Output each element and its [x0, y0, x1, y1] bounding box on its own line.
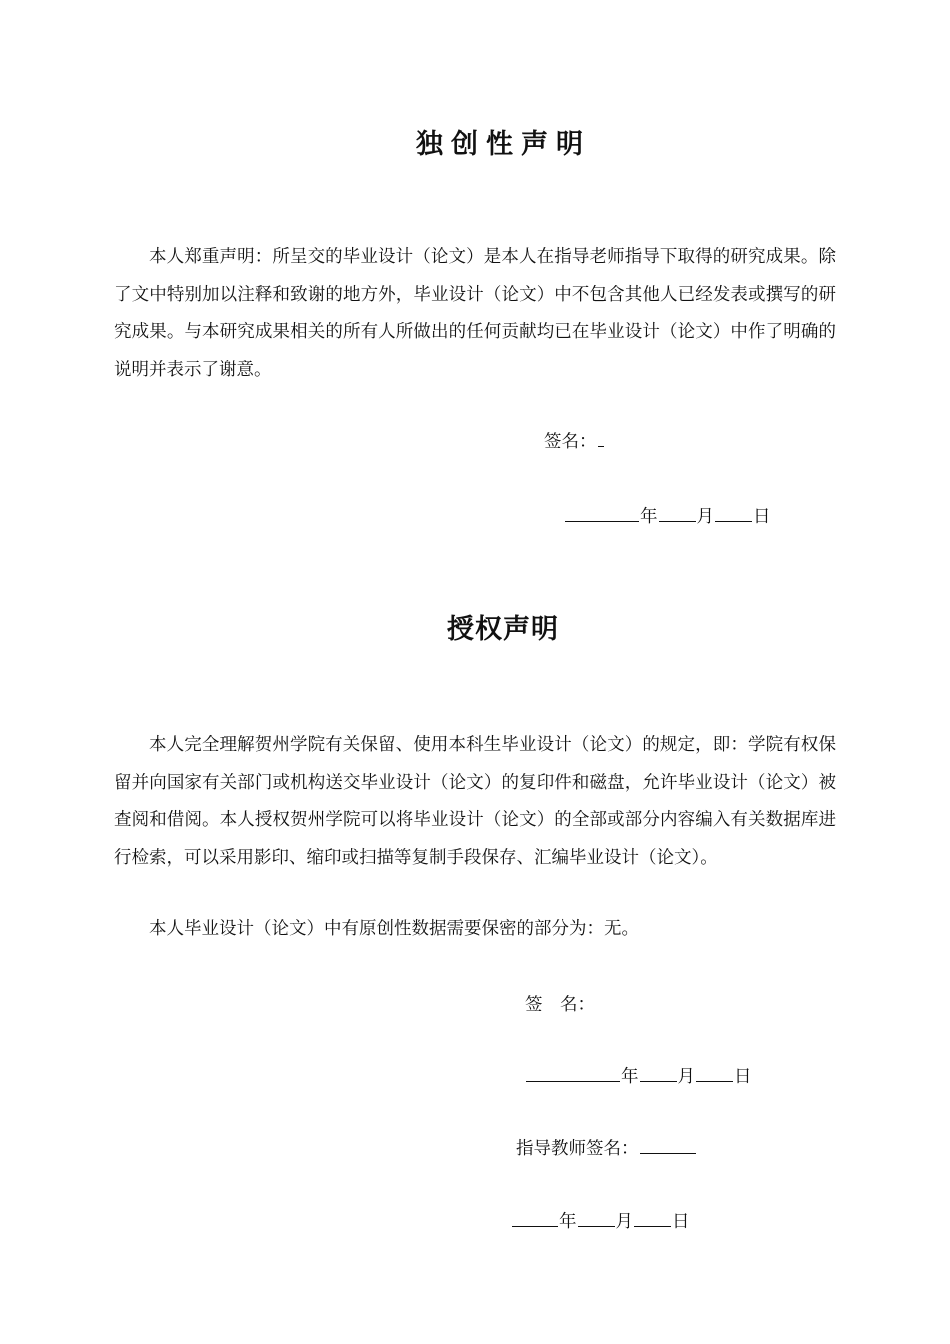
section1-signature [544, 428, 605, 453]
section2-paragraph-2: 本人毕业设计（论文）中有原创性数据需要保密的部分为：无。 [149, 919, 639, 939]
year-label: 年 [559, 1212, 577, 1232]
section1-paragraph: 本人郑重声明：所呈交的毕业设计（论文）是本人在指导老师指导下取得的研究成果。除了文中特别加以注释和致谢的地方外，毕业设计（论文）中不包含其他人已经发表或撰写的研究成果。与本研究成果相关的所有人所做出的任何贡献均已在毕业设计（论文）中作了明确的说明并表示了谢意。 [114, 247, 836, 380]
month-blank [640, 1064, 677, 1082]
section2-paragraph-1: 本人完全理解贺州学院有关保留、使用本科生毕业设计（论文）的规定，即：学院有权保留并向国家有关部门或机构送交毕业设计（论文）的复印件和磁盘，允许毕业设计（论文）被查阅和借阅。本人授权贺州学院可以将毕业设计（论文）的全部或部分内容编入有关数据库进行检索，可以采用影印、缩印或扫描等复制手段保存、汇编毕业设计（论文）。 [114, 735, 836, 868]
advisor-signature [516, 1135, 697, 1160]
month-blank [578, 1209, 615, 1227]
month-blank [659, 504, 696, 522]
month-label: 月 [615, 1212, 633, 1232]
year-blank [512, 1209, 558, 1227]
section1-title: 独创性声明 [416, 129, 591, 160]
section2-date-2 [511, 1208, 690, 1233]
day-label: 日 [672, 1212, 690, 1232]
signature-blank [598, 429, 604, 447]
advisor-signature-label: 指导教师签名： [516, 1139, 639, 1159]
year-label: 年 [621, 1067, 639, 1087]
year-label: 年 [640, 507, 658, 527]
section2-title: 授权声明 [447, 614, 559, 645]
advisor-signature-blank [640, 1136, 696, 1154]
year-blank [565, 504, 639, 522]
day-blank [715, 504, 752, 522]
day-label: 日 [753, 507, 771, 527]
section2-date-1 [525, 1063, 752, 1088]
year-blank [526, 1064, 620, 1082]
day-blank [696, 1064, 733, 1082]
section2-signature [525, 991, 595, 1016]
signature-label: 签名： [544, 432, 597, 452]
month-label: 月 [696, 507, 714, 527]
day-blank [634, 1209, 671, 1227]
month-label: 月 [677, 1067, 695, 1087]
section1-date [564, 503, 771, 528]
day-label: 日 [734, 1067, 752, 1087]
signature-label: 签 名： [525, 995, 595, 1015]
